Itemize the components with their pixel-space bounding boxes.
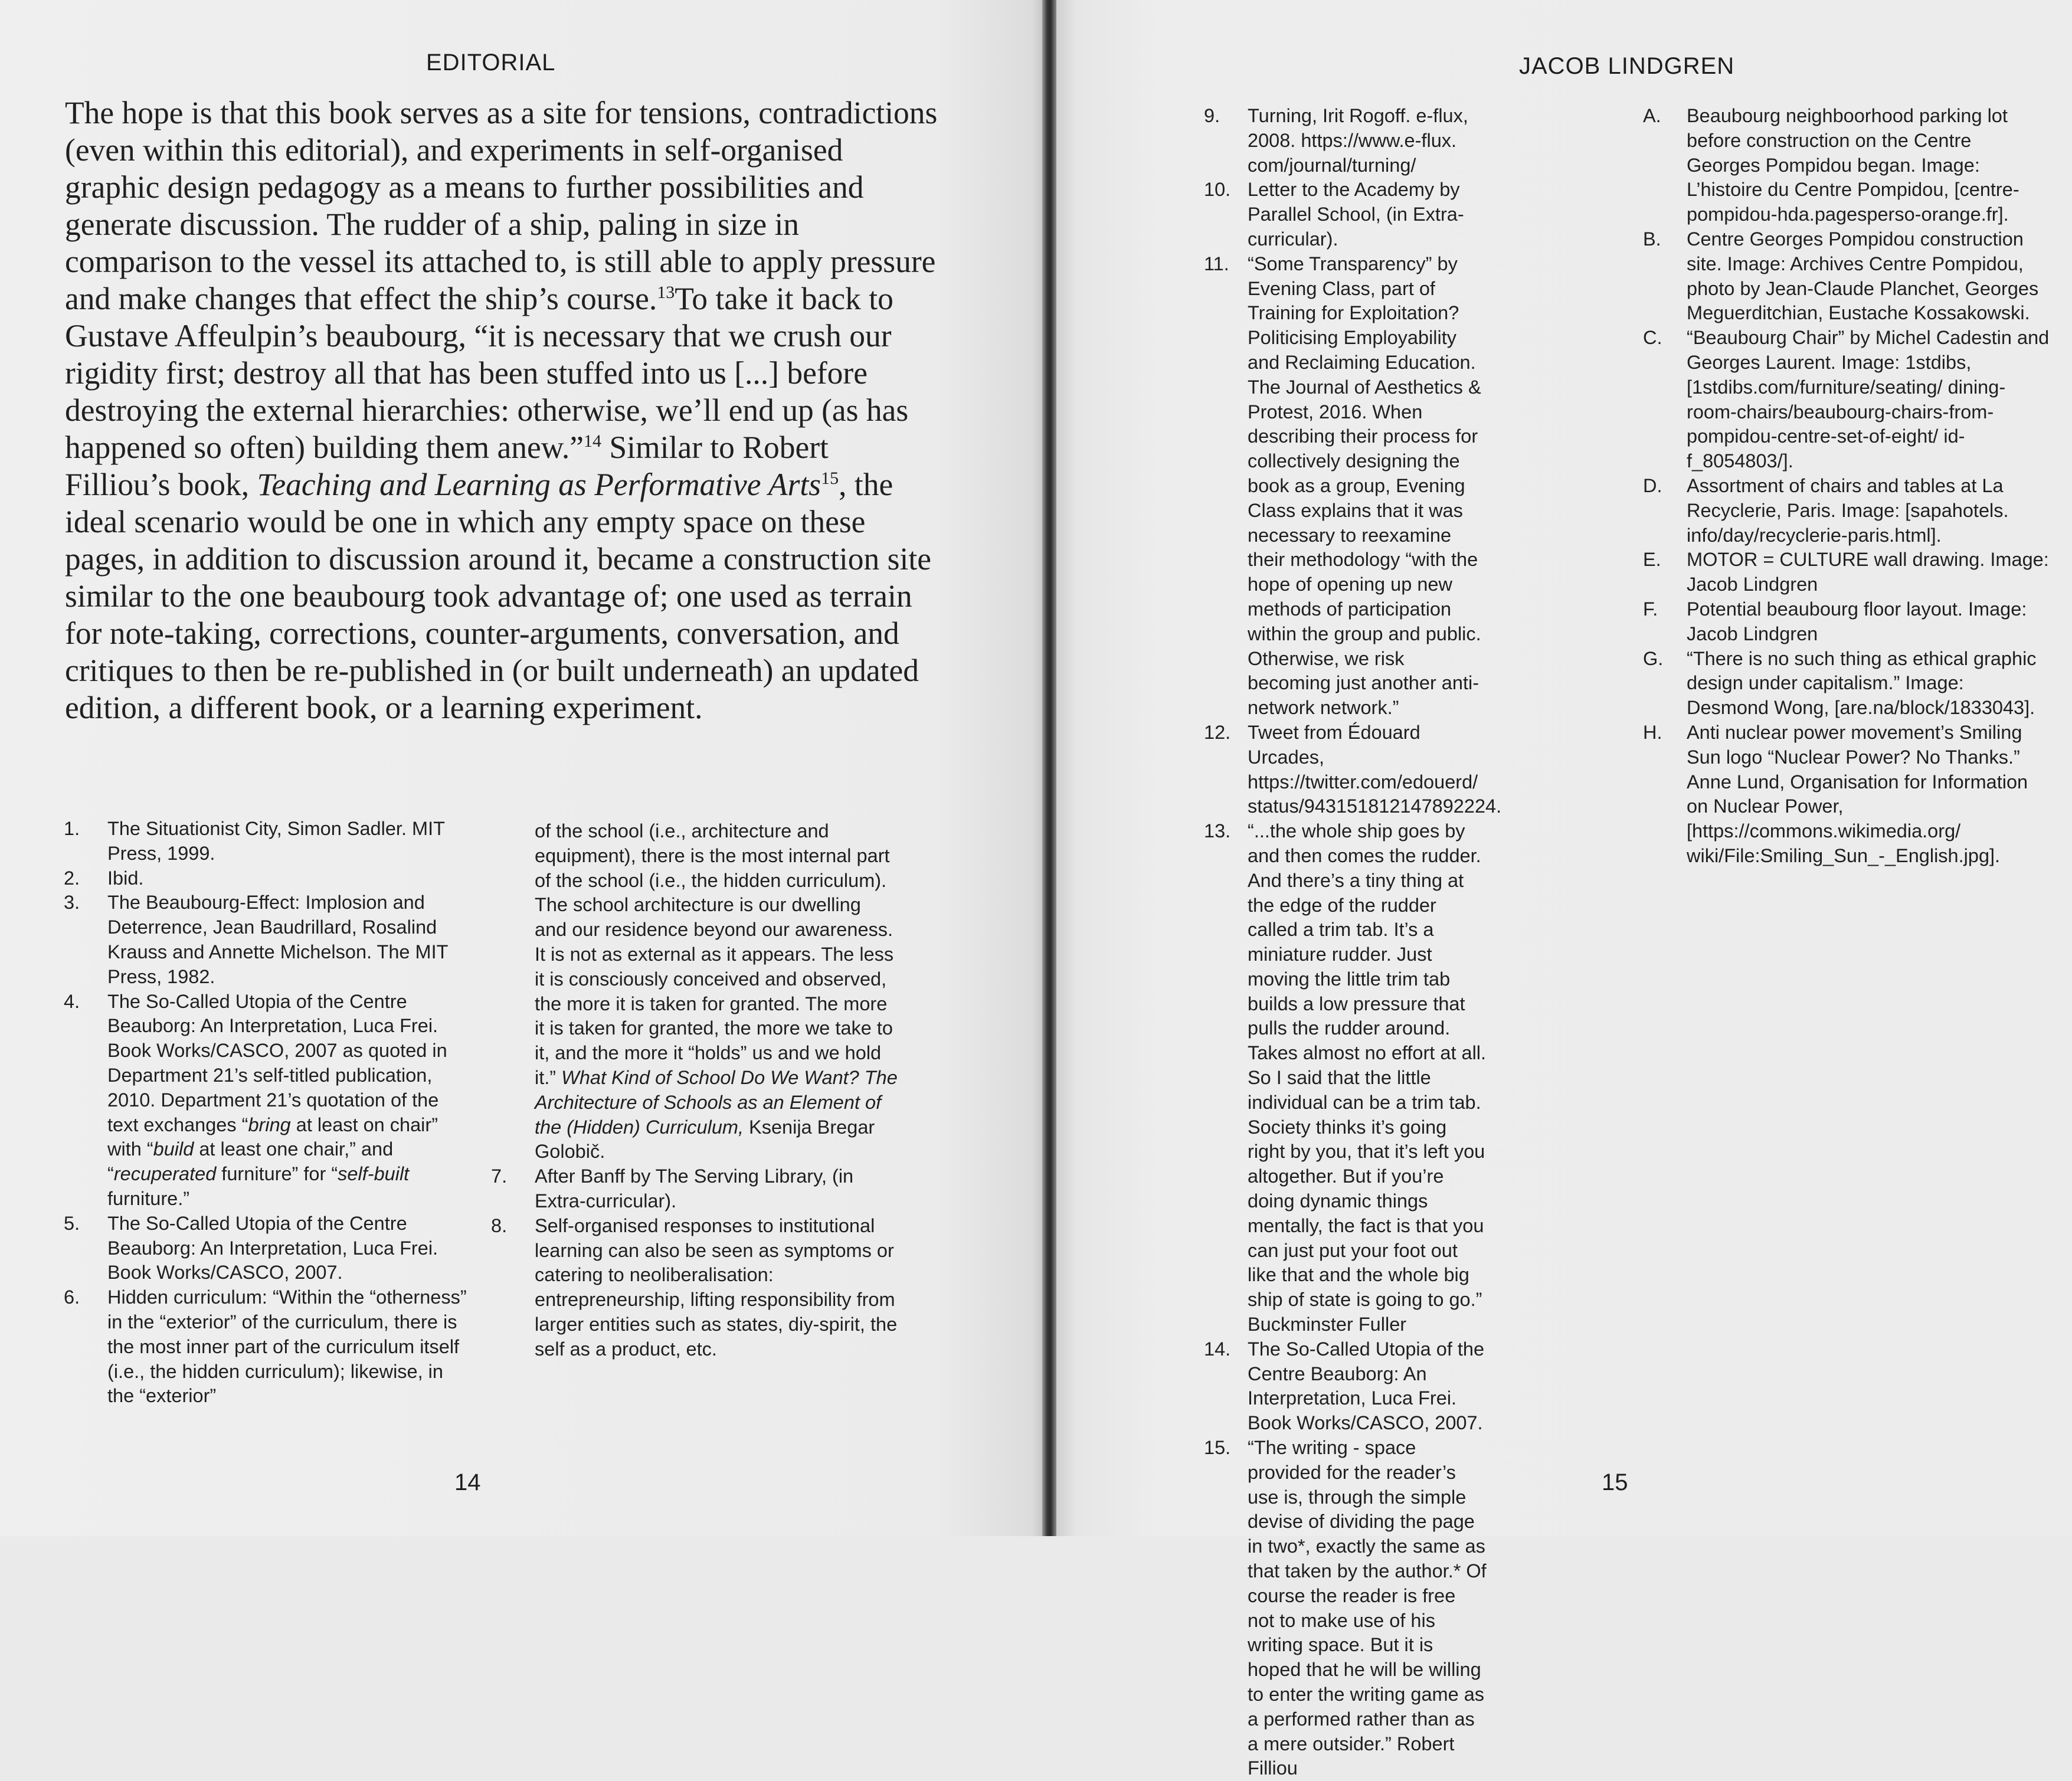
footnote-number: 6. bbox=[64, 1286, 80, 1308]
footnote-item bbox=[64, 1212, 471, 1285]
footnote-text: Letter to the Academy by Parallel School, (in Extra-curricular). bbox=[1248, 179, 1464, 250]
image-credit-letter: F. bbox=[1643, 598, 1658, 620]
footnote-italic: bring bbox=[248, 1114, 291, 1135]
footnote-text: The So-Called Utopia of the Centre Beauborg: An Interpretation, Luca Frei. Book Works/CASCO, 2007 as quoted in Department 21’s self-titled publication, 2010. Department 21’s quotation of the text exchanges “ bbox=[107, 990, 447, 1135]
lead-text-3: Similar to Robert Filliou’s book, bbox=[65, 430, 829, 502]
footnote-italic: self-built bbox=[338, 1163, 410, 1185]
left-page bbox=[0, 0, 1042, 1536]
footnote-item bbox=[1204, 819, 1487, 1337]
lead-text-2: To take it back to Gustave Affeulpin’s beaubourg, “it is necessary that we crush our rigidity first; destroy all that has been stuffed into us [...] before destroying the external hierarchies: otherwise, we’ll end up (as has happened so often) building them anew.” bbox=[65, 281, 909, 465]
footnote-text: The Beaubourg-Effect: Implosion and Deterrence, Jean Baudrillard, Rosalind Krauss and Annette Michelson. The MIT Press, 1982. bbox=[107, 892, 448, 987]
footnote-italic: build bbox=[153, 1138, 194, 1160]
footnote-text: “Some Transparency” by Evening Class, part of Training for Exploitation? Politicising Employability and Reclaiming Education. The Journal of Aesthetics & Protest, 2016. When describing their process for collectively designing the book as a group, Evening Class explains that it was necessary to reexamine their methodology “with the hope of opening up new methods of participation within the group and public. Otherwise, we risk becoming just another anti-network network.” bbox=[1248, 253, 1481, 719]
image-credit-text: Anti nuclear power movement’s Smiling Sun logo “Nuclear Power? No Thanks.” Anne Lund, Organisation for Information on Nuclear Power, [https://commons.wikimedia.org/ wiki/File:Smiling_Sun_-_English.jpg]. bbox=[1687, 721, 2028, 866]
footnote-ref-15: 15 bbox=[821, 469, 839, 489]
footnote-number: 2. bbox=[64, 867, 80, 889]
image-credit-text: Beaubourg neighboorhood parking lot before construction on the Centre Georges Pompidou began. Image: L’histoire du Centre Pompidou, [centre-pompidou-hda.pagesperso-orange.fr]. bbox=[1687, 105, 2019, 225]
footnotes-column-3 bbox=[1204, 104, 1502, 1781]
image-credit-letter: A. bbox=[1643, 105, 1661, 126]
footnote-number: 11. bbox=[1204, 253, 1229, 274]
footnote-ref-14: 14 bbox=[584, 431, 602, 451]
footnote-text: After Banff by The Serving Library, (in Extra-curricular). bbox=[535, 1165, 854, 1212]
image-credits-column bbox=[1643, 104, 2050, 869]
running-head-left: EDITORIAL bbox=[426, 50, 556, 76]
page-number-right: 15 bbox=[1602, 1469, 1628, 1495]
footnote-number: 7. bbox=[491, 1165, 508, 1187]
footnote-item bbox=[491, 1164, 898, 1214]
image-credit-letter: H. bbox=[1643, 721, 1662, 743]
image-credit-item bbox=[1643, 474, 2050, 548]
footnote-number: 13. bbox=[1204, 820, 1231, 842]
footnote-number: 1. bbox=[64, 818, 80, 839]
footnote-item bbox=[1204, 1436, 1487, 1781]
book-gutter bbox=[1042, 0, 1056, 1536]
footnote-italic: What Kind of School Do We Want? The Architecture of Schools as an Element of the (Hidden) Curriculum, bbox=[535, 1066, 898, 1138]
footnote-text: Hidden curriculum: “Within the “otherness” in the “exterior” of the curriculum, there is the most inner part of the curriculum itself (i.e., the hidden curriculum); likewise, in the “exterior” bbox=[107, 1286, 467, 1407]
footnote-item bbox=[1204, 178, 1487, 251]
footnote-item bbox=[64, 1285, 471, 1409]
footnotes-column-2 bbox=[491, 819, 898, 1362]
image-credit-letter: G. bbox=[1643, 647, 1664, 669]
image-credit-letter: B. bbox=[1643, 228, 1661, 250]
image-credit-letter: D. bbox=[1643, 474, 1662, 496]
footnote-text: The Situationist City, Simon Sadler. MIT Press, 1999. bbox=[107, 818, 445, 864]
footnote-text: Turning, Irit Rogoff. e-flux, 2008. https://www.e-flux. com/journal/turning/ bbox=[1248, 105, 1468, 176]
footnote-text: of the school (i.e., architecture and equipment), there is the most internal part of the school (i.e., the hidden curriculum). The school architecture is our dwelling and our residence beyond our awareness. It is not as external as it appears. The less it is consciously conceived and observed, the more it is taken for granted. The more it is taken for granted, the more we take to it, and the more it “holds” us and we hold it.” bbox=[535, 820, 894, 1088]
footnote-item bbox=[64, 817, 471, 866]
editorial-lead-paragraph bbox=[65, 94, 938, 726]
image-credit-item bbox=[1643, 227, 2050, 326]
footnote-item bbox=[1204, 104, 1487, 178]
footnotes-column-1 bbox=[64, 817, 471, 1409]
image-credit-text: MOTOR = CULTURE wall drawing. Image: Jacob Lindgren bbox=[1687, 549, 2049, 595]
image-credit-item bbox=[1643, 326, 2050, 474]
image-credit-item bbox=[1643, 104, 2050, 227]
footnote-number: 5. bbox=[64, 1212, 80, 1234]
footnote-number: 10. bbox=[1204, 179, 1231, 201]
image-credit-letter: E. bbox=[1643, 549, 1661, 571]
footnote-item bbox=[64, 990, 471, 1212]
image-credit-text: Potential beaubourg floor layout. Image: Jacob Lindgren bbox=[1687, 598, 2027, 644]
footnote-item bbox=[491, 1214, 898, 1362]
right-page bbox=[1056, 0, 2072, 1779]
footnote-item bbox=[1204, 721, 1502, 819]
footnote-text: Self-organised responses to institutional learning can also be seen as symptoms or catering to neoliberalisation: entrepreneurship, lifting responsibility from larger entities such as states, diy-spirit, the self as a product, etc. bbox=[535, 1214, 898, 1360]
image-credit-item bbox=[1643, 597, 2050, 647]
footnote-text: at least one chair,” and “ bbox=[107, 1138, 394, 1185]
footnote-number: 8. bbox=[491, 1214, 508, 1236]
book-title-italic: Teaching and Learning as Performative Arts bbox=[257, 467, 821, 502]
footnote-text: Ksenija Bregar Golobič. bbox=[535, 1116, 875, 1163]
footnote-text: furniture.” bbox=[107, 1187, 190, 1209]
image-credit-letter: C. bbox=[1643, 327, 1662, 349]
footnote-text: “...the whole ship goes by and then comes the rudder. And there’s a tiny thing at the edge of the rudder called a trim tab. It’s a miniature rudder. Just moving the little trim tab builds a low pressure that pulls the rudder around. Takes almost no effort at all. So I said that the little individual can be a trim tab. Society thinks it’s going right by you, that it’s left you altogether. But if you’re doing dynamic things mentally, the fact is that you can just put your foot out like that and the whole big ship of state is going to go.” Buckminster Fuller bbox=[1248, 820, 1487, 1335]
image-credit-item bbox=[1643, 721, 2050, 869]
footnote-italic: recuperated bbox=[113, 1163, 217, 1185]
footnote-continuation bbox=[491, 819, 898, 1164]
footnote-text: The So-Called Utopia of the Centre Beauborg: An Interpretation, Luca Frei. Book Works/CASCO, 2007. bbox=[1248, 1338, 1485, 1434]
footnote-text: furniture” for “ bbox=[216, 1163, 338, 1185]
image-credit-item bbox=[1643, 548, 2050, 597]
running-head-right: JACOB LINDGREN bbox=[1519, 53, 1735, 79]
footnote-item bbox=[64, 866, 471, 891]
footnote-text: Ibid. bbox=[107, 867, 144, 889]
lead-text-1: The hope is that this book serves as a site for tensions, contradictions (even within this editorial), and experiments in self-organised graphic design pedagogy as a means to further possibilities and generate discussion. The rudder of a ship, paling in size in comparison to the vessel its attached to, is still able to apply pressure and make changes that effect the ship’s course. bbox=[65, 95, 938, 316]
page-number-left: 14 bbox=[454, 1469, 481, 1495]
footnote-number: 3. bbox=[64, 892, 80, 914]
footnote-text: “The writing - space provided for the reader’s use is, through the simple devise of dividing the page in two*, exactly the same as that taken by the author.* Of course the reader is free not to make use of his writing space. But it is hoped that he will be willing to enter the writing game as a performed rather than as a mere outsider.” Robert Filliou bbox=[1248, 1437, 1487, 1779]
footnote-item bbox=[64, 891, 471, 989]
footnote-number: 4. bbox=[64, 990, 80, 1012]
image-credit-item bbox=[1643, 647, 2050, 721]
footnote-number: 14. bbox=[1204, 1338, 1231, 1360]
footnote-item bbox=[1204, 252, 1487, 721]
image-credit-text: “There is no such thing as ethical graphic design under capitalism.” Image: Desmond Wong, [are.na/block/1833043]. bbox=[1687, 647, 2037, 719]
image-credit-text: “Beaubourg Chair” by Michel Cadestin and Georges Laurent. Image: 1stdibs, [1stdibs.com/furniture/seating/ dining-room-chairs/beaubourg-chairs-from-pompidou-centre-set-of-eight/ id-f_8054803/]. bbox=[1687, 327, 2050, 472]
footnote-number: 9. bbox=[1204, 105, 1220, 126]
footnote-item bbox=[1204, 1337, 1487, 1436]
footnote-ref-13: 13 bbox=[657, 283, 675, 303]
footnote-number: 15. bbox=[1204, 1437, 1231, 1459]
footnote-text: Tweet from Édouard Urcades, https://twitter.com/edouerd/ status/943151812147892224. bbox=[1248, 721, 1502, 817]
footnote-text: The So-Called Utopia of the Centre Beauborg: An Interpretation, Luca Frei. Book Works/CASCO, 2007. bbox=[107, 1212, 438, 1284]
image-credit-text: Centre Georges Pompidou construction site. Image: Archives Centre Pompidou, photo by Jean-Claude Planchet, Georges Meguerditchian, Eustache Kossakowski. bbox=[1687, 228, 2039, 324]
image-credit-text: Assortment of chairs and tables at La Recyclerie, Paris. Image: [sapahotels. info/day/recyclerie-paris.html]. bbox=[1687, 474, 2009, 546]
lead-text-4: , the ideal scenario would be one in which any empty space on these pages, in addition to discussion around it, became a construction site similar to the one beaubourg took advantage of; one used as terrain for note-taking, corrections, counter-arguments, conversation, and critiques to then be re-published in (or built underneath) an updated edition, a different book, or a learning experiment. bbox=[65, 467, 931, 725]
footnote-number: 12. bbox=[1204, 721, 1231, 743]
footnote-text: at least on chair” with “ bbox=[107, 1114, 438, 1160]
